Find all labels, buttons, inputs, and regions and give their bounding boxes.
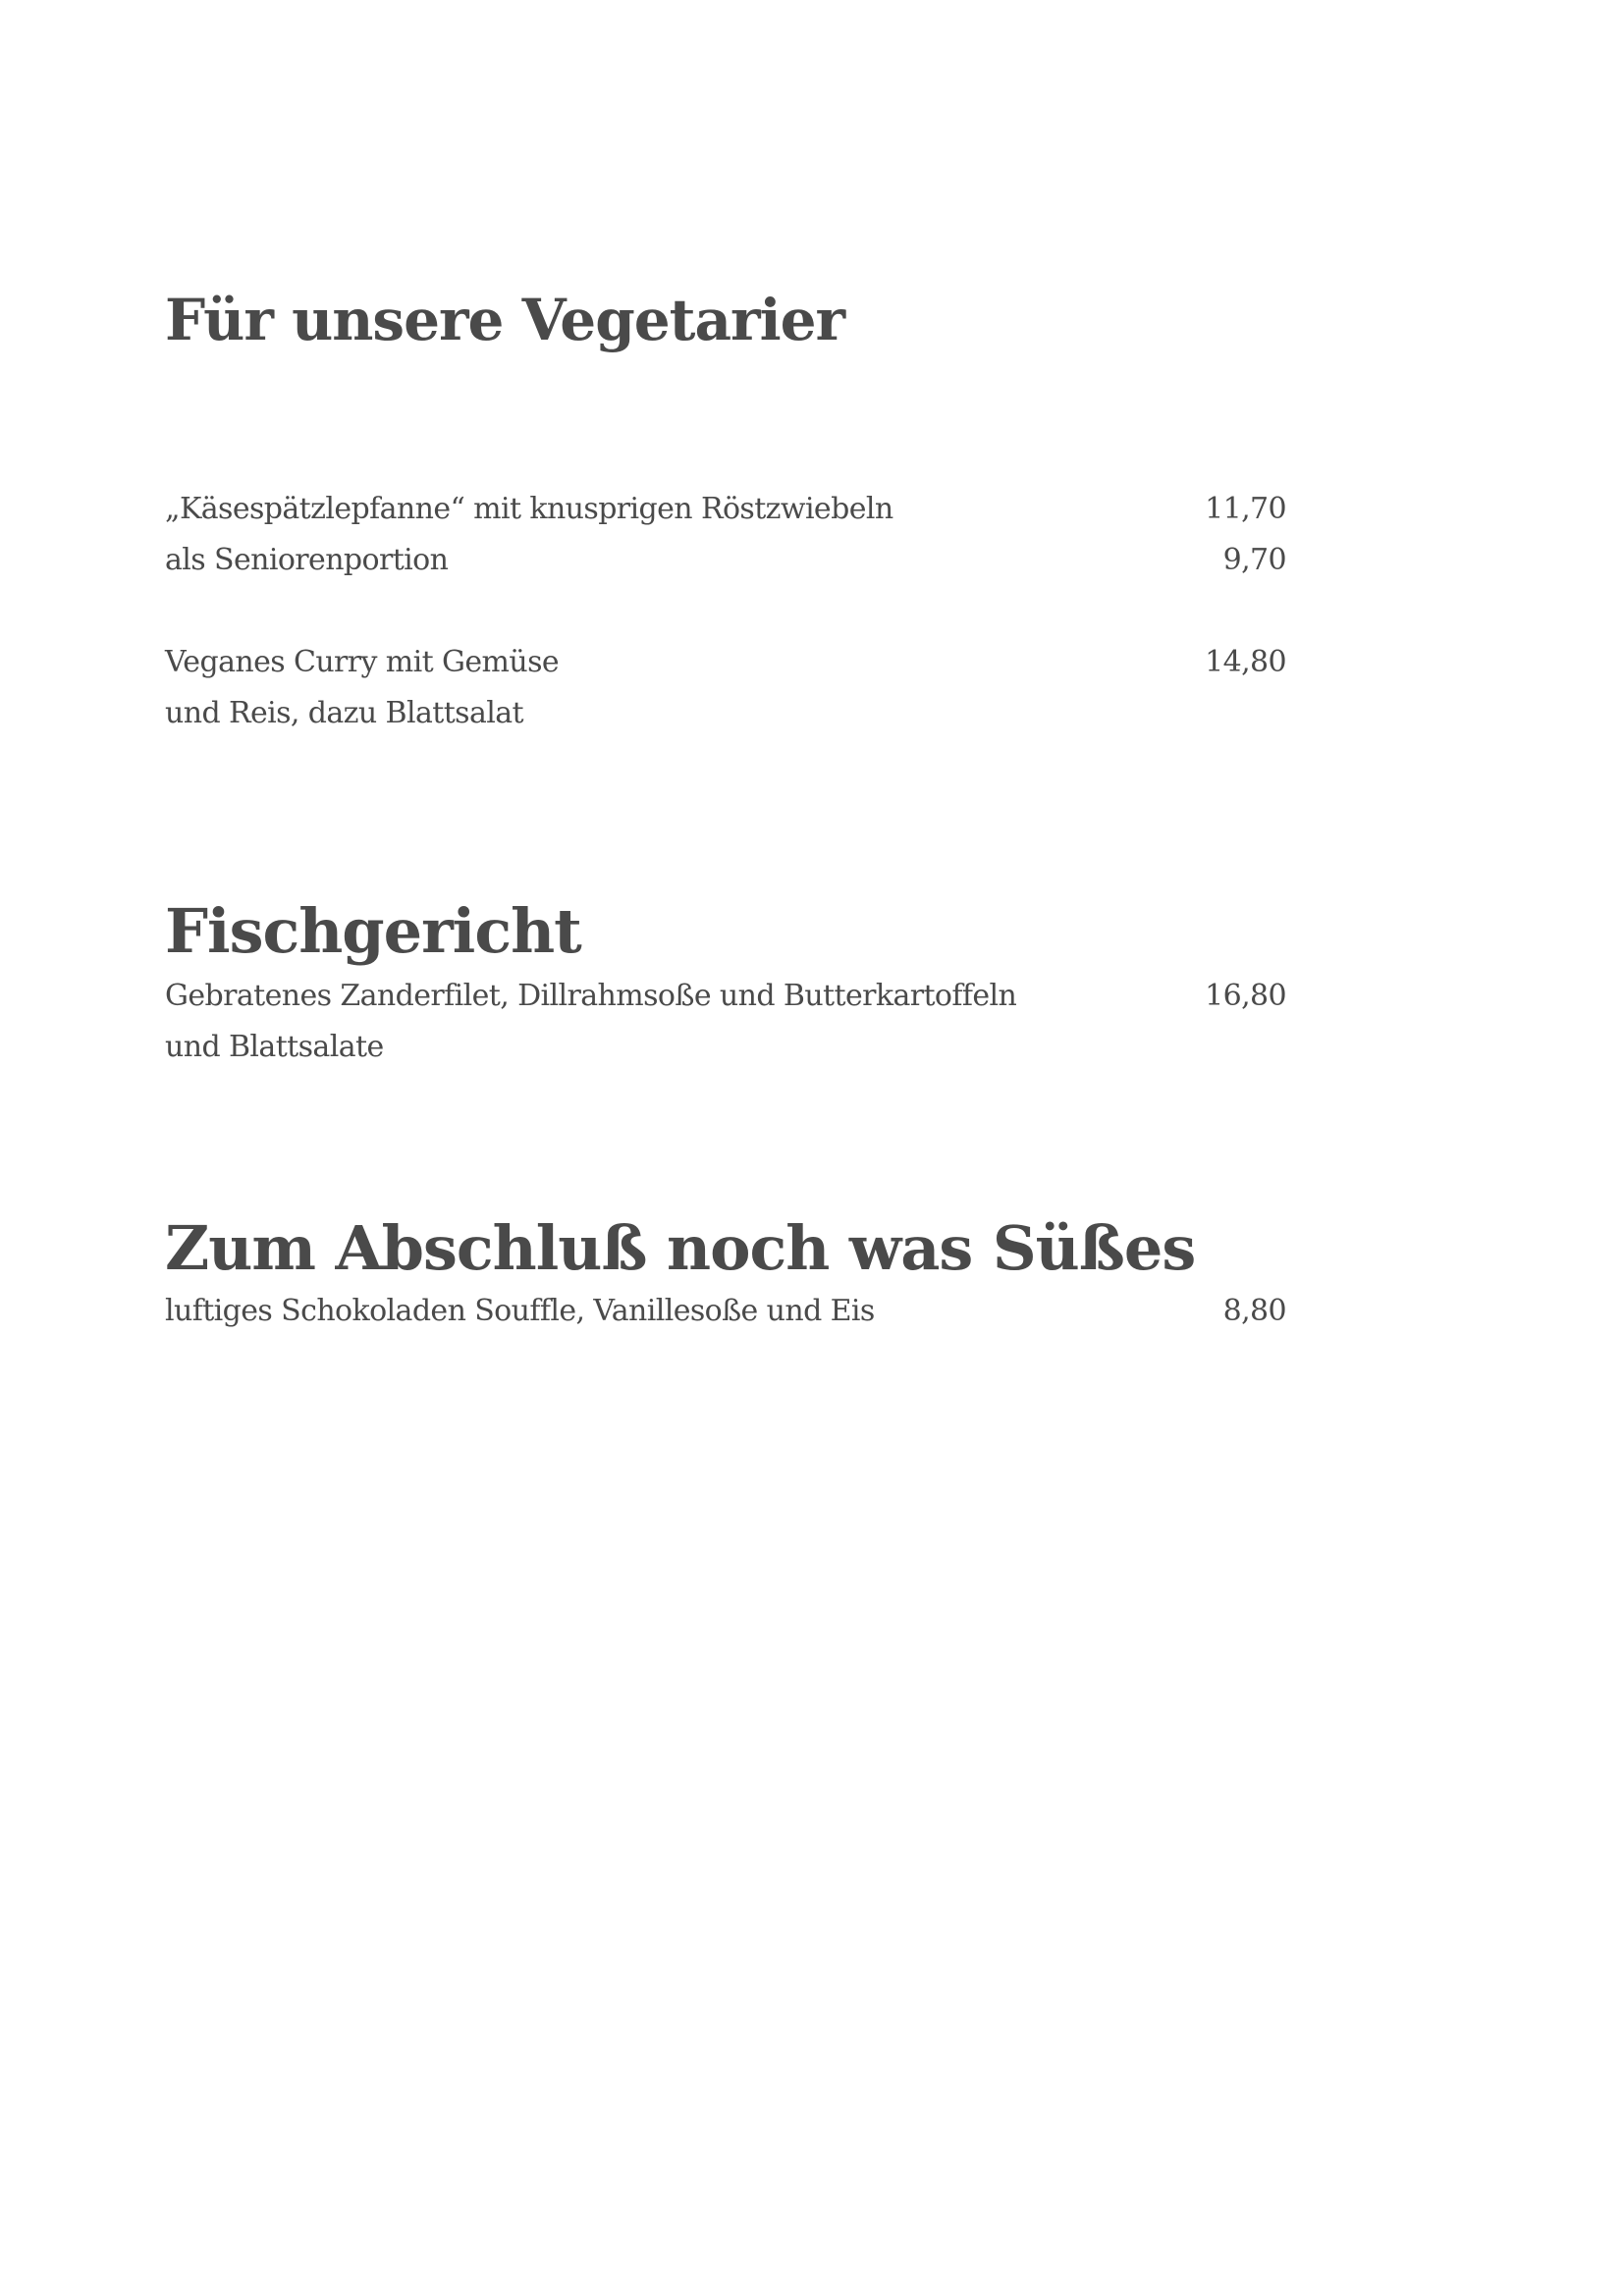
menu-item-description: luftiges Schokoladen Souffle, Vanillesoße und Eis	[165, 1294, 875, 1328]
menu-item-price: 9,70	[1222, 543, 1286, 577]
menu-item-description: und Blattsalate	[165, 1030, 384, 1064]
section-title-fischgericht: Fischgericht	[165, 895, 581, 967]
section-title-vegetarier: Für unsere Vegetarier	[165, 287, 845, 353]
menu-item-veganes-curry	[165, 643, 1286, 682]
menu-item-seniorenportion	[165, 541, 1286, 580]
menu-item-price: 16,80	[1205, 979, 1286, 1013]
menu-item-description: Gebratenes Zanderfilet, Dillrahmsoße und Butterkartoffeln	[165, 979, 1017, 1013]
menu-item-price: 14,80	[1205, 645, 1286, 679]
menu-item-description: Veganes Curry mit Gemüse	[165, 645, 560, 679]
menu-item-description: als Seniorenportion	[165, 543, 449, 577]
menu-item-kaesespaetzle	[165, 490, 1286, 529]
menu-item-zanderfilet	[165, 977, 1286, 1016]
menu-item-description: „Käsespätzlepfanne“ mit knusprigen Röstzwiebeln	[165, 492, 893, 526]
menu-item-veganes-curry-detail	[165, 694, 1286, 733]
menu-item-price: 8,80	[1222, 1294, 1286, 1328]
menu-item-price: 11,70	[1205, 492, 1286, 526]
menu-item-zanderfilet-detail	[165, 1028, 1286, 1067]
section-title-dessert: Zum Abschluß noch was Süßes	[165, 1212, 1196, 1284]
menu-item-description: und Reis, dazu Blattsalat	[165, 696, 523, 730]
menu-item-souffle	[165, 1292, 1286, 1331]
